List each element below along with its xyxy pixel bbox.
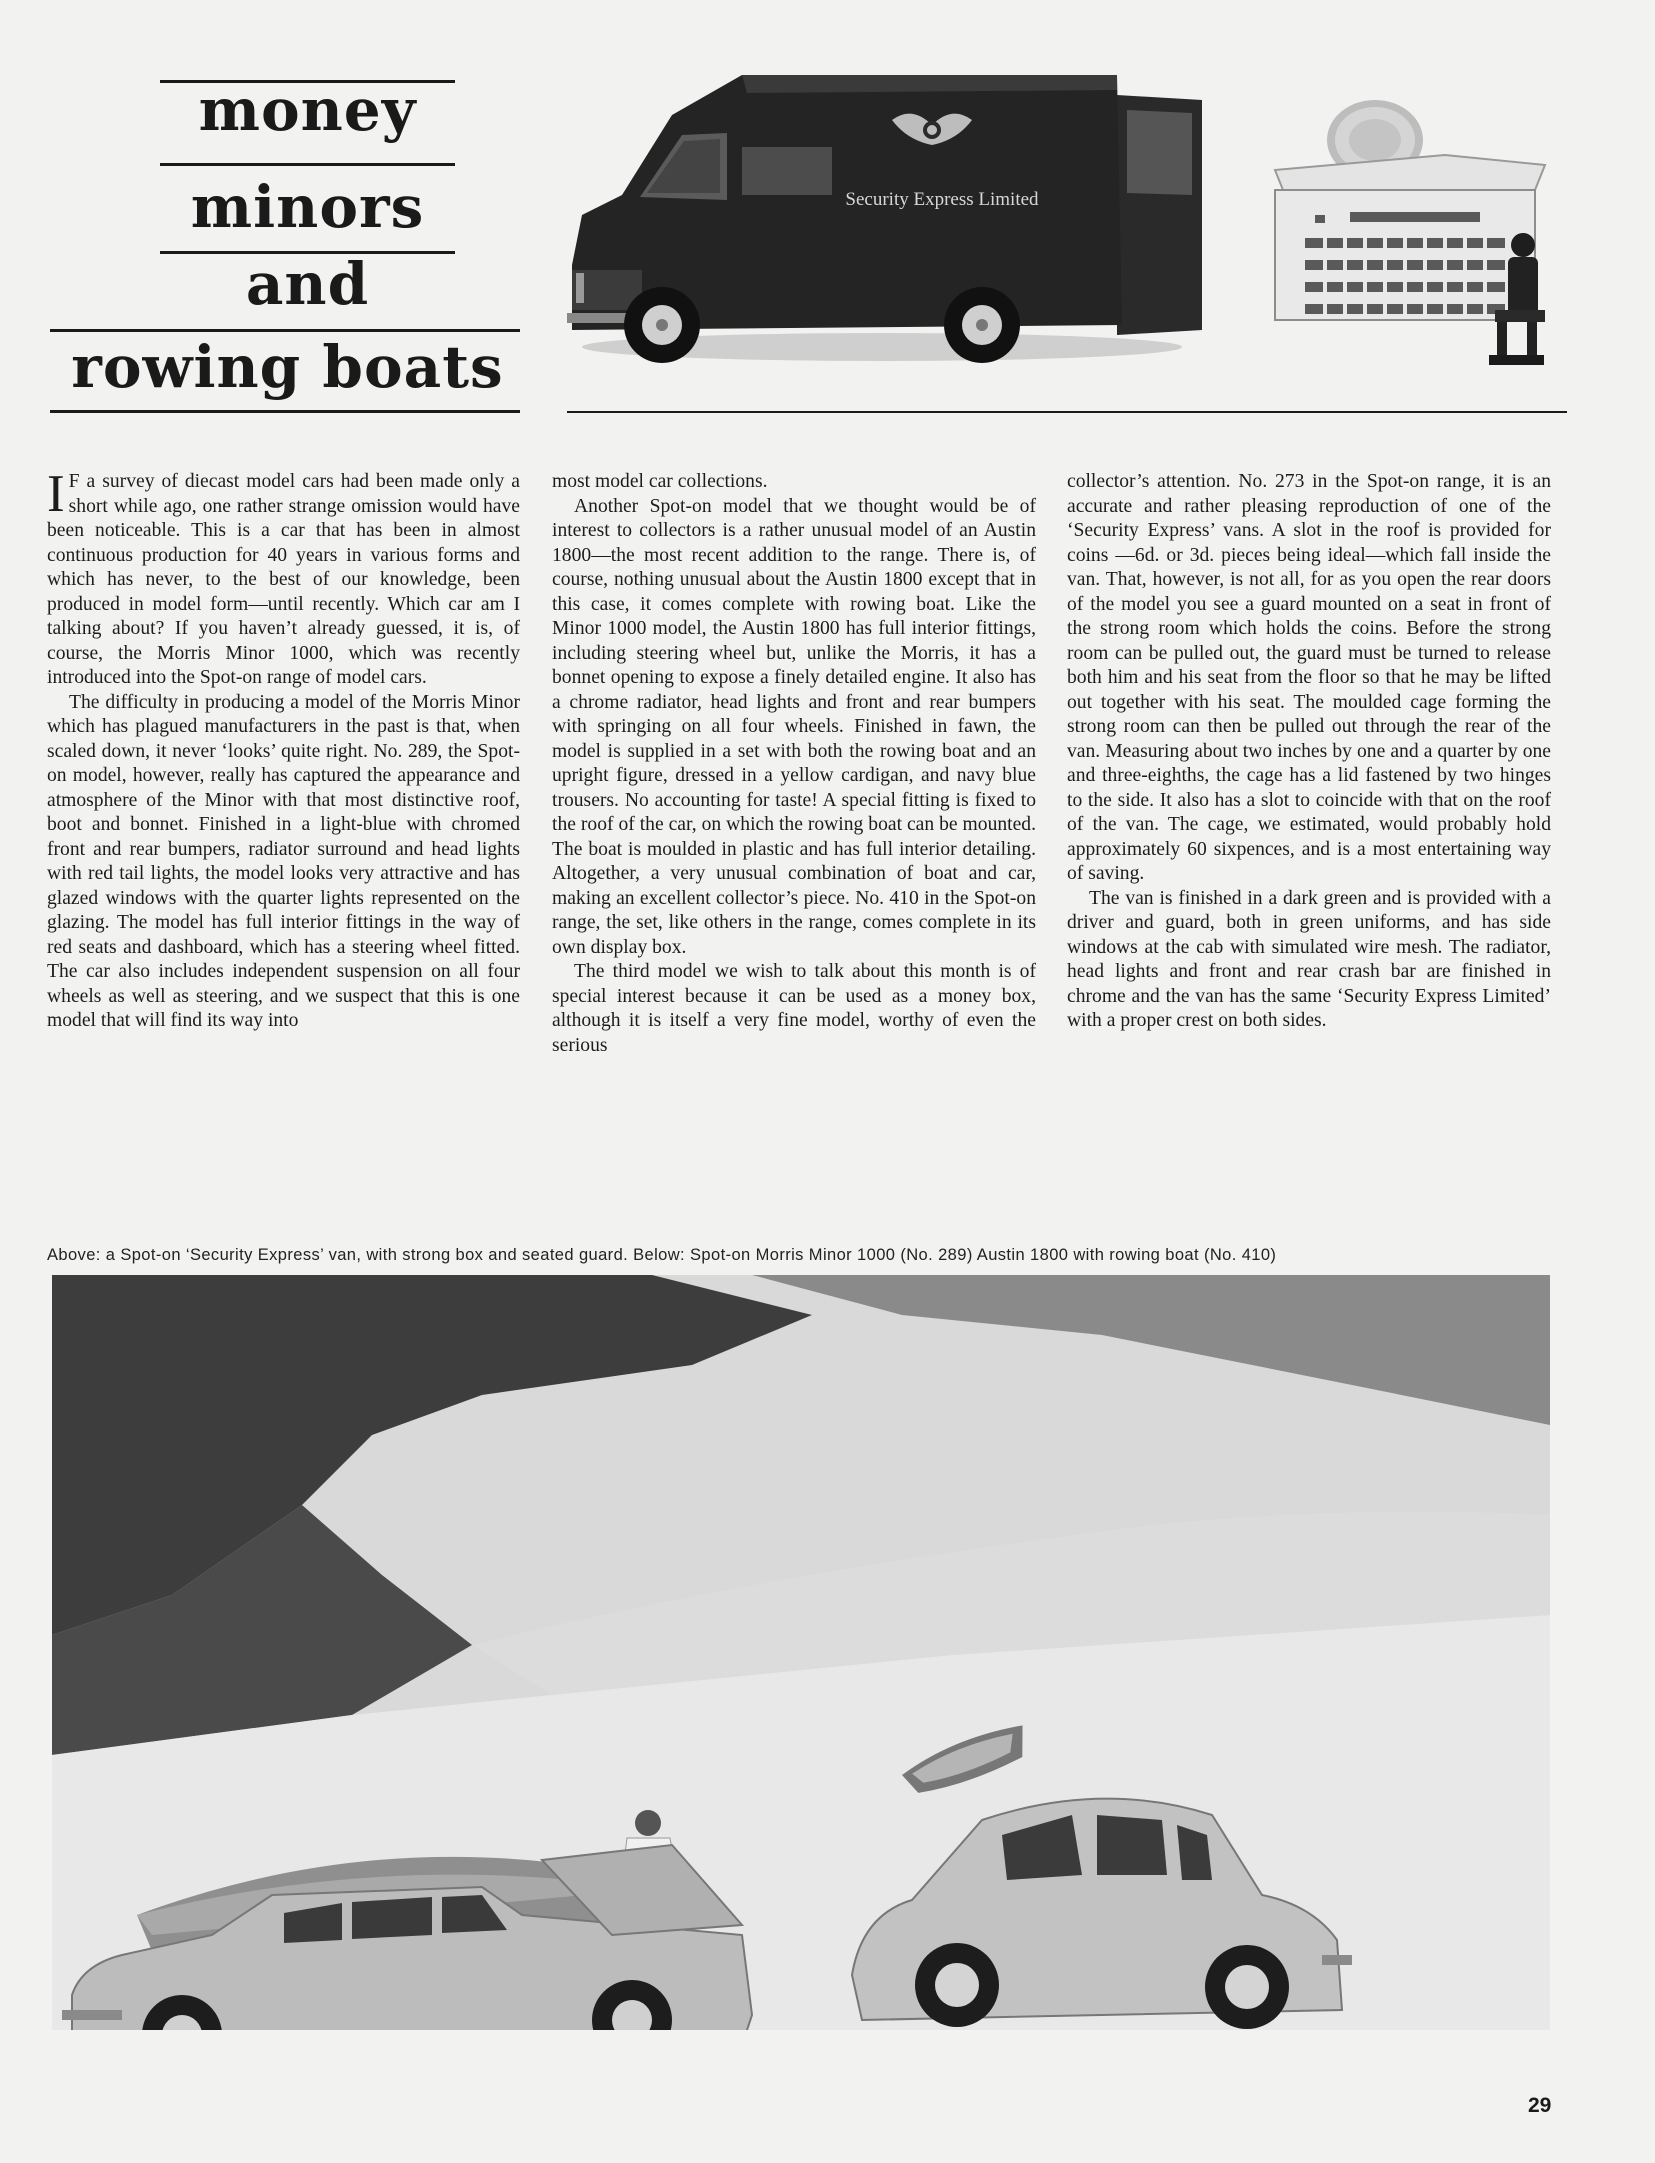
article-column-1 bbox=[47, 465, 520, 1034]
drop-cap: I bbox=[47, 465, 65, 523]
article-column-3 bbox=[1067, 470, 1551, 1034]
title-line-rowing-boats: rowing boats bbox=[71, 333, 504, 401]
header-rule bbox=[567, 411, 1567, 413]
article-paragraph: The van is finished in a dark green and is provided with a driver and guard, both in green uniforms, and has side windows at the cab with simulated wire mesh. The radiator, head lights and front and rear crash bar are finished in chrome and the van has the same ‘Security Express Limited’ with a proper crest on both sides. bbox=[1067, 887, 1551, 1031]
article-paragraph: The third model we wish to talk about this month is of special interest because it can be used as a money box, although it is itself a very fine model, worthy of even the serious bbox=[552, 961, 1036, 1056]
van-lettering: Security Express Limited bbox=[845, 189, 1039, 210]
article-paragraph: collector’s attention. No. 273 in the Spot-on range, it is an accurate and rather pleasing reproduction of one of the ‘Security Express’ vans. A slot in the roof is provided for coins —6d. or 3d. pieces being ideal—which fall inside the van. That, however, is not all, for as you open the rear doors of the model you see a guard mounted on a seat in front of the strong room which holds the coins. Before the strong room can be pulled out, the guard must be turned to release both him and his seat from the floor so that he may be lifted out together with his seat. The moulded cage forming the strong room can then be pulled out through the rear of the van. Measuring about two inches by one and a quarter by one and three-eighths, the cage has a lid fastened by two hinges to the side. It also has a slot to coincide with that on the roof of the van. The cage, we estimated, would probably hold approximately 60 sixpences, and is a most entertaining way of saving. bbox=[1067, 471, 1551, 884]
title-rule bbox=[50, 329, 520, 332]
paragraph-text: F a survey of diecast model cars had been made only a short while ago, one rather strange omission would have been noticeable. This is a car that has been in almost continuous production for 40 years in various forms and which has never, to the best of our knowledge, been produced in model form—until recently. Which car am I talking about? If you haven’t already guessed, it is, of course, the Morris Minor 1000, which was recently introduced into the Spot-on range of model cars. bbox=[47, 471, 520, 688]
article-paragraph bbox=[47, 465, 520, 691]
article-paragraph: Another Spot-on model that we thought would be of interest to collectors is a rather unusual model of an Austin 1800—the most recent addition to the range. There is, of course, nothing unusual about the Austin 1800 except that in this case, it comes complete with rowing boat. Like the Minor 1000 model, the Austin 1800 has full interior fittings, including steering wheel but, unlike the Morris, it has a bonnet opening to expose a finely detailed engine. It also has a chrome radiator, head lights and front and rear bumpers with springing on all four wheels. Finished in fawn, the model is supplied in a set with both the rowing boat and an upright figure, dressed in a yellow cardigan, and navy blue trousers. No accounting for taste! A special fitting is fixed to the roof of the car, on which the rowing boat can be mounted. The boat is moulded in plastic and has full interior detailing. Altogether, a very unusual combination of boat and car, making an excellent collector’s piece. No. 410 in the Spot-on range, the set, like others in the range, comes complete in its own display box. bbox=[552, 495, 1036, 958]
article-paragraph: The difficulty in producing a model of the Morris Minor which has plagued manufacturers in the past is that, when scaled down, it never ‘looks’ quite right. No. 289, the Spot-on model, however, really has captured the appearance and atmosphere of the Minor with that most distinctive roof, boot and bonnet. Finished in a light-blue with chromed front and rear bumpers, radiator surround and head lights with red tail lights, the model looks very attractive and has glazed windows with the quarter lights represented on the glazing. The model has full interior fittings in the way of red seats and dashboard, which has a steering wheel fitted. The car also includes independent suspension on all four wheels as well as steering, and we suspect that this is one model that will find its way into bbox=[47, 691, 520, 1031]
article-paragraph: most model car collections. bbox=[552, 471, 768, 492]
title-line-and: and bbox=[245, 250, 370, 318]
article-column-2 bbox=[552, 470, 1036, 1058]
cars-photo bbox=[52, 1275, 1550, 2030]
page-number: 29 bbox=[1528, 2094, 1552, 2117]
title-rule bbox=[50, 410, 520, 413]
van-photo bbox=[562, 75, 1227, 375]
photo-caption: Above: a Spot-on ‘Security Express’ van, with strong box and seated guard. Below: Spot-on Morris Minor 1000 (No. 289) Austin 1800 with rowing boat (No. 410) bbox=[47, 1246, 1277, 1264]
title-line-minors: minors bbox=[190, 173, 425, 241]
title-rule bbox=[160, 163, 455, 166]
strong-box-photo bbox=[1255, 100, 1565, 375]
title-line-money: money bbox=[198, 76, 417, 144]
